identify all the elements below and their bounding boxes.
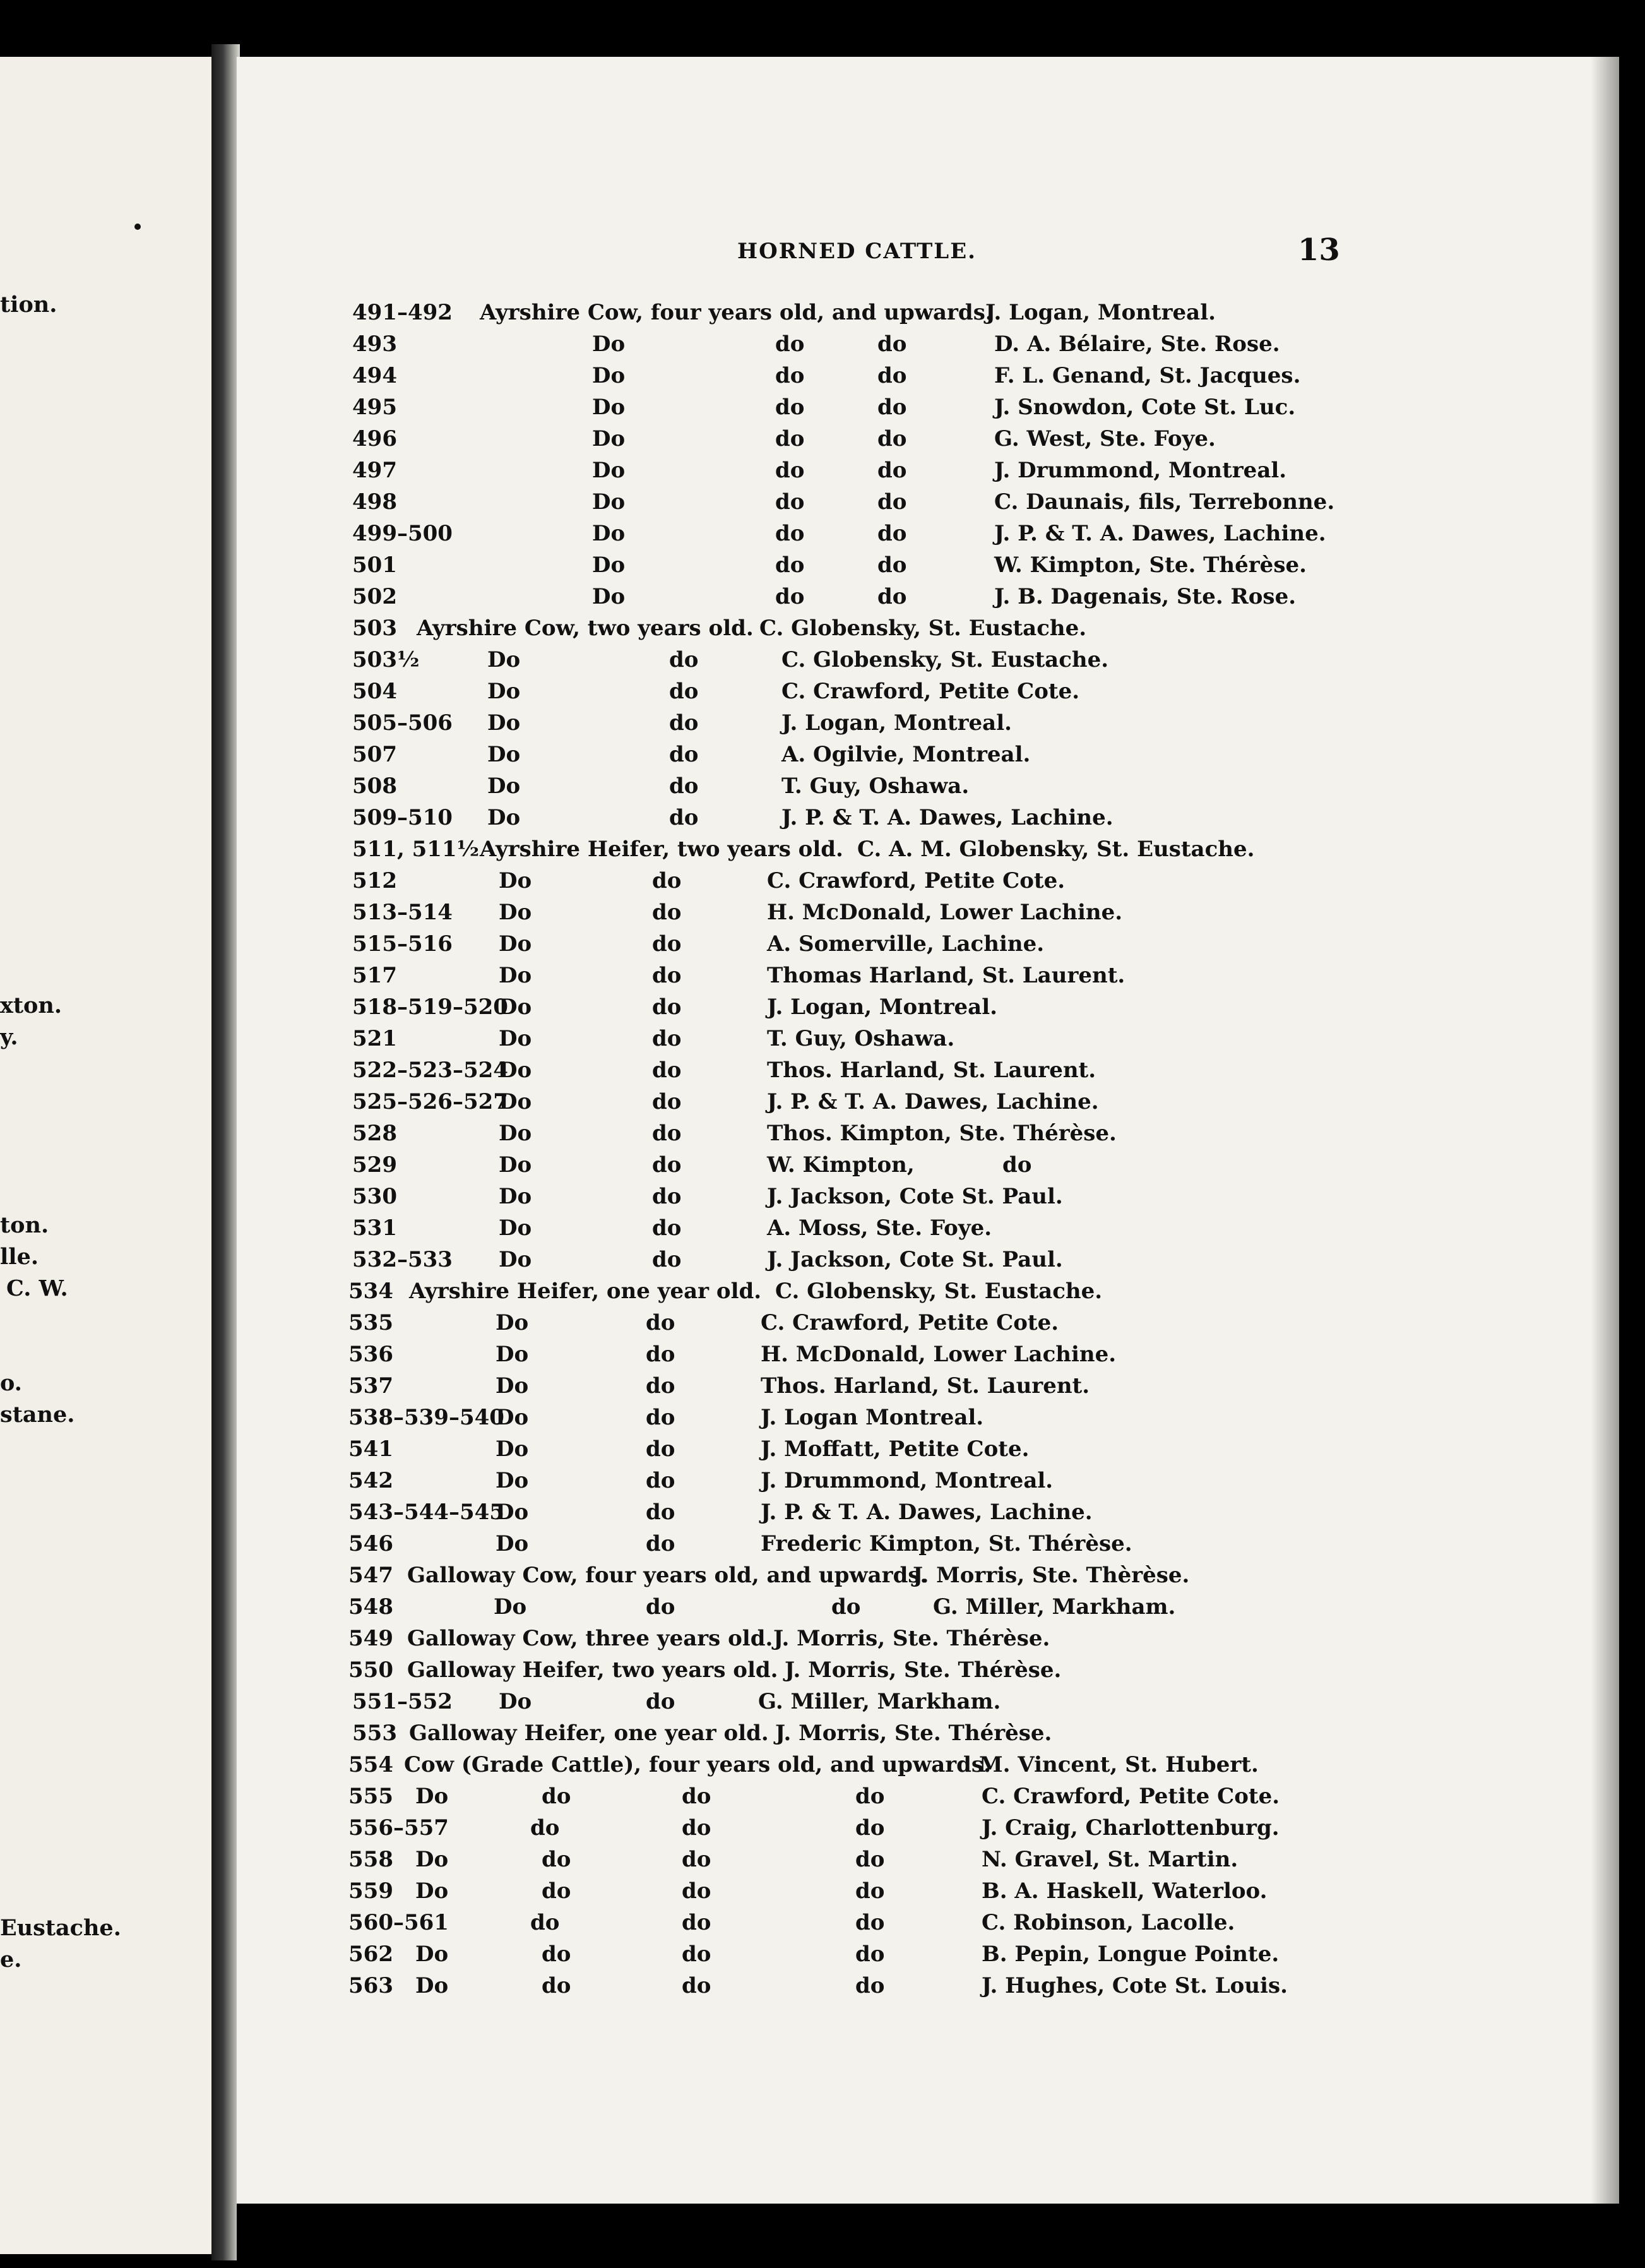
ditto-mark: Do [499,1689,532,1714]
ditto-mark: Do [499,900,532,925]
ditto-mark: Do [499,963,532,988]
ditto-mark: do [877,426,907,451]
list-item [0,1531,1645,1559]
left-fragment: C. W. [6,1275,68,1301]
ink-speck [134,224,141,230]
list-item [0,1500,1645,1527]
list-item [0,837,1645,864]
list-item [0,994,1645,1022]
ditto-mark: Do [415,1878,449,1904]
ditto-mark: do [542,1942,571,1967]
entry-number: 534 [348,1279,393,1304]
ditto-mark: do [652,868,682,893]
entry-description: Cow (Grade Cattle), four years old, and upwards. [404,1752,991,1777]
entry-number: 530 [352,1184,397,1209]
ditto-mark: do [775,331,805,357]
list-item [0,1405,1645,1433]
list-item [0,1247,1645,1275]
entry-number: 535 [348,1310,393,1335]
ditto-mark: do [646,1594,675,1620]
ditto-mark: Do [592,331,626,357]
entry-number: 521 [352,1026,397,1051]
entry-number: 518–519–520 [352,994,508,1020]
ditto-mark: do [652,1121,682,1146]
entry-number: 498 [352,489,397,515]
ditto-mark: Do [499,1121,532,1146]
entry-number: 556–557 [348,1815,449,1841]
list-item [0,1121,1645,1149]
ditto-mark: do [652,1089,682,1114]
list-item [0,647,1645,675]
ditto-mark: Do [487,742,521,767]
list-item [0,1184,1645,1212]
ditto-mark: do [652,1152,682,1178]
ditto-mark: do [877,331,907,357]
list-item [0,552,1645,580]
list-item [0,616,1645,643]
ditto-mark: Do [499,1184,532,1209]
list-item [0,521,1645,549]
ditto-mark: do [775,521,805,546]
entry-number: 551–552 [352,1689,453,1714]
list-item [0,1215,1645,1243]
ditto-mark: do [646,1500,675,1525]
ditto-mark: Do [592,363,626,388]
ditto-mark: Do [496,1468,529,1493]
exhibitor-name: F. L. Genand, St. Jacques. [994,363,1301,388]
ditto-mark: Do [592,584,626,609]
entry-description: Ayrshire Cow, two years old. [417,616,754,641]
entry-number: 558 [348,1847,393,1872]
page-number: 13 [1298,232,1340,268]
ditto-mark: Do [496,1436,529,1462]
list-item [0,1973,1645,2001]
entry-number: 538–539–540 [348,1405,504,1430]
ditto-mark: do [646,1436,675,1462]
ditto-mark: do [646,1468,675,1493]
list-item [0,773,1645,801]
ditto-mark: do [652,1215,682,1241]
ditto-mark: do [652,900,682,925]
list-item [0,742,1645,770]
entry-number: 509–510 [352,805,453,830]
entry-number: 504 [352,679,397,704]
entry-number: 549 [348,1626,393,1651]
exhibitor-name: J. Logan Montreal. [761,1405,984,1430]
exhibitor-name: G. West, Ste. Foye. [994,426,1216,451]
entry-number: 517 [352,963,397,988]
ditto-mark: Do [415,1973,449,1998]
entry-number: 491–492 [352,300,453,325]
ditto-mark: do [646,1531,675,1556]
ditto-mark: do [831,1594,861,1620]
ditto-mark: Do [592,395,626,420]
left-fragment: o. [0,1370,22,1396]
left-fragment: Eustache. [0,1915,121,1941]
entry-number: 503 [352,616,397,641]
entry-number: 562 [348,1942,393,1967]
ditto-mark: Do [499,994,532,1020]
list-item [0,1815,1645,1843]
ditto-mark: Do [499,1152,532,1178]
entry-number: 493 [352,331,397,357]
exhibitor-name: W. Kimpton, Ste. Thérèse. [994,552,1307,578]
list-item [0,489,1645,517]
ditto-mark: Do [496,1405,529,1430]
exhibitor-name: C. Globensky, St. Eustache. [775,1279,1103,1304]
ditto-mark: do [877,363,907,388]
exhibitor-name: D. A. Bélaire, Ste. Rose. [994,331,1280,357]
entry-number: 512 [352,868,397,893]
entry-number: 503½ [352,647,420,672]
ditto-mark: Do [592,426,626,451]
ditto-mark: do [652,1058,682,1083]
entry-description: Ayrshire Cow, four years old, and upwards. [480,300,993,325]
list-item [0,458,1645,486]
entry-description: Galloway Cow, four years old, and upwards. [407,1563,928,1588]
left-fragment: e. [0,1947,22,1973]
exhibitor-name: C. Crawford, Petite Cote. [781,679,1080,704]
ditto-mark: Do [592,489,626,515]
ditto-mark: Do [499,931,532,957]
exhibitor-name: J. Drummond, Montreal. [994,458,1287,483]
exhibitor-name: N. Gravel, St. Martin. [982,1847,1238,1872]
exhibitor-name: G. Miller, Markham. [933,1594,1176,1620]
entry-number: 543–544–545 [348,1500,504,1525]
entry-number: 528 [352,1121,397,1146]
exhibitor-name: J. Logan, Montreal. [767,994,997,1020]
ditto-mark: Do [415,1942,449,1967]
ditto-mark: do [652,963,682,988]
exhibitor-name: W. Kimpton, [767,1152,915,1178]
ditto-mark: do [1002,1152,1032,1178]
list-item [0,1026,1645,1054]
ditto-mark: Do [496,1342,529,1367]
entry-number: 507 [352,742,397,767]
ditto-mark: do [682,1973,711,1998]
ditto-mark: Do [487,805,521,830]
exhibitor-name: J. Craig, Charlottenburg. [982,1815,1280,1841]
entry-number: 548 [348,1594,393,1620]
list-item [0,1310,1645,1338]
list-item [0,1626,1645,1654]
ditto-mark: do [652,931,682,957]
entry-number: 496 [352,426,397,451]
ditto-mark: Do [499,868,532,893]
entry-number: 537 [348,1373,393,1399]
ditto-mark: Do [487,679,521,704]
ditto-mark: Do [494,1594,527,1620]
entry-description: Galloway Heifer, one year old. [409,1721,769,1746]
ditto-mark: do [775,584,805,609]
exhibitor-name: J. Snowdon, Cote St. Luc. [994,395,1296,420]
list-item [0,1089,1645,1117]
ditto-mark: do [682,1847,711,1872]
ditto-mark: do [542,1973,571,1998]
exhibitor-name: Thos. Kimpton, Ste. Thérèse. [767,1121,1117,1146]
entry-number: 553 [352,1721,397,1746]
exhibitor-name: C. Globensky, St. Eustache. [759,616,1087,641]
ditto-mark: do [855,1942,885,1967]
exhibitor-name: J. Morris, Ste. Thérèse. [785,1657,1062,1683]
list-item [0,1752,1645,1780]
ditto-mark: do [855,1910,885,1935]
list-item [0,1468,1645,1496]
entry-number: 505–506 [352,710,453,736]
list-item [0,868,1645,896]
ditto-mark: do [669,647,699,672]
ditto-mark: Do [592,552,626,578]
entry-number: 559 [348,1878,393,1904]
ditto-mark: do [855,1815,885,1841]
entry-number: 495 [352,395,397,420]
ditto-mark: do [669,773,699,799]
ditto-mark: do [775,426,805,451]
exhibitor-name: J. B. Dagenais, Ste. Rose. [994,584,1297,609]
ditto-mark: do [530,1910,560,1935]
list-item [0,963,1645,991]
ditto-mark: Do [415,1784,449,1809]
ditto-mark: do [646,1373,675,1399]
exhibitor-name: C. Globensky, St. Eustache. [781,647,1109,672]
ditto-mark: Do [415,1847,449,1872]
ditto-mark: do [646,1342,675,1367]
list-item [0,931,1645,959]
list-item [0,331,1645,359]
entry-description: Galloway Heifer, two years old. [407,1657,778,1683]
exhibitor-name: A. Ogilvie, Montreal. [781,742,1031,767]
list-item [0,584,1645,612]
exhibitor-name: J. P. & T. A. Dawes, Lachine. [781,805,1113,830]
exhibitor-name: C. Crawford, Petite Cote. [767,868,1066,893]
ditto-mark: Do [499,1247,532,1272]
ditto-mark: do [542,1784,571,1809]
exhibitor-name: A. Moss, Ste. Foye. [767,1215,992,1241]
list-item [0,1784,1645,1811]
entry-number: 502 [352,584,397,609]
ditto-mark: do [669,710,699,736]
ditto-mark: Do [499,1026,532,1051]
list-item [0,1878,1645,1906]
ditto-mark: do [775,489,805,515]
ditto-mark: do [877,584,907,609]
ditto-mark: do [652,1026,682,1051]
ditto-mark: Do [487,710,521,736]
ditto-mark: do [646,1689,675,1714]
exhibitor-name: M. Vincent, St. Hubert. [979,1752,1259,1777]
ditto-mark: do [669,742,699,767]
list-item [0,1847,1645,1875]
entry-description: Ayrshire Heifer, one year old. [409,1279,762,1304]
ditto-mark: Do [487,773,521,799]
entry-number: 508 [352,773,397,799]
entry-number: 560–561 [348,1910,449,1935]
ditto-mark: Do [496,1531,529,1556]
entry-number: 563 [348,1973,393,1998]
list-item [0,363,1645,391]
left-fragment: y. [0,1024,18,1050]
list-item [0,1152,1645,1180]
ditto-mark: Do [499,1058,532,1083]
entry-number: 494 [352,363,397,388]
list-item [0,395,1645,422]
list-item [0,1657,1645,1685]
entry-number: 555 [348,1784,393,1809]
list-item [0,1721,1645,1748]
list-item [0,1342,1645,1370]
list-item [0,300,1645,328]
ditto-mark: do [855,1973,885,1998]
list-item [0,1594,1645,1622]
left-fragment: tion. [0,292,57,318]
entry-number: 547 [348,1563,393,1588]
entry-number: 515–516 [352,931,453,957]
running-head: HORNED CATTLE. [737,239,977,264]
entry-number: 554 [348,1752,393,1777]
ditto-mark: Do [499,1215,532,1241]
entry-number: 511, 511½ [352,837,480,862]
entry-number: 532–533 [352,1247,453,1272]
ditto-mark: do [877,458,907,483]
exhibitor-name: B. Pepin, Longue Pointe. [982,1942,1280,1967]
exhibitor-name: Thomas Harland, St. Laurent. [767,963,1125,988]
ditto-mark: do [775,363,805,388]
list-item [0,805,1645,833]
ditto-mark: do [542,1878,571,1904]
list-item [0,900,1645,928]
exhibitor-name: C. Robinson, Lacolle. [982,1910,1235,1935]
list-item [0,1563,1645,1591]
list-item [0,1279,1645,1306]
exhibitor-name: H. McDonald, Lower Lachine. [761,1342,1117,1367]
ditto-mark: Do [496,1310,529,1335]
left-fragment: xton. [0,993,62,1018]
exhibitor-name: H. McDonald, Lower Lachine. [767,900,1123,925]
list-item [0,1373,1645,1401]
entry-number: 499–500 [352,521,453,546]
list-item [0,1436,1645,1464]
exhibitor-name: J. Logan, Montreal. [781,710,1012,736]
left-fragment: ton. [0,1212,49,1238]
list-item [0,1942,1645,1969]
exhibitor-name: J. Logan, Montreal. [985,300,1216,325]
ditto-mark: do [877,395,907,420]
ditto-mark: Do [487,647,521,672]
exhibitor-name: C. Daunais, fils, Terrebonne. [994,489,1335,515]
exhibitor-name: T. Guy, Oshawa. [781,773,970,799]
left-fragment: stane. [0,1402,75,1428]
entry-number: 542 [348,1468,393,1493]
list-item [0,679,1645,707]
ditto-mark: do [877,489,907,515]
exhibitor-name: B. A. Haskell, Waterloo. [982,1878,1268,1904]
ditto-mark: do [775,552,805,578]
exhibitor-name: C. Crawford, Petite Cote. [982,1784,1280,1809]
exhibitor-name: C. A. M. Globensky, St. Eustache. [857,837,1255,862]
exhibitor-name: J. Drummond, Montreal. [761,1468,1054,1493]
exhibitor-name: J. Moffatt, Petite Cote. [761,1436,1030,1462]
list-item [0,1689,1645,1717]
ditto-mark: do [652,1247,682,1272]
ditto-mark: do [775,395,805,420]
ditto-mark: do [669,679,699,704]
list-item [0,426,1645,454]
ditto-mark: do [877,552,907,578]
ditto-mark: do [877,521,907,546]
exhibitor-name: J. Morris, Ste. Thérèse. [775,1721,1052,1746]
list-item [0,1058,1645,1085]
exhibitor-name: G. Miller, Markham. [758,1689,1001,1714]
exhibitor-name: J. Jackson, Cote St. Paul. [767,1247,1063,1272]
scan-bottom-border [237,2204,1619,2267]
ditto-mark: do [775,458,805,483]
ditto-mark: do [682,1910,711,1935]
left-fragment: lle. [0,1244,39,1270]
entry-number: 550 [348,1657,393,1683]
ditto-mark: do [855,1878,885,1904]
entry-number: 513–514 [352,900,453,925]
list-item [0,1910,1645,1938]
exhibitor-name: A. Somerville, Lachine. [767,931,1045,957]
exhibitor-name: J. Jackson, Cote St. Paul. [767,1184,1063,1209]
exhibitor-name: J. Morris, Ste. Thérèse. [773,1626,1050,1651]
exhibitor-name: Frederic Kimpton, St. Thérèse. [761,1531,1132,1556]
exhibitor-name: C. Crawford, Petite Cote. [761,1310,1059,1335]
entry-description: Galloway Cow, three years old. [407,1626,773,1651]
exhibitor-name: J. P. & T. A. Dawes, Lachine. [994,521,1326,546]
entry-description: Ayrshire Heifer, two years old. [480,837,843,862]
exhibitor-name: Thos. Harland, St. Laurent. [761,1373,1090,1399]
entry-number: 541 [348,1436,393,1462]
list-item [0,710,1645,738]
entry-number: 497 [352,458,397,483]
ditto-mark: do [855,1847,885,1872]
ditto-mark: do [530,1815,560,1841]
exhibitor-name: J. P. & T. A. Dawes, Lachine. [767,1089,1099,1114]
ditto-mark: Do [496,1500,529,1525]
entry-number: 525–526–527 [352,1089,508,1114]
ditto-mark: do [682,1942,711,1967]
exhibitor-name: J. Hughes, Cote St. Louis. [982,1973,1288,1998]
ditto-mark: Do [499,1089,532,1114]
entry-number: 531 [352,1215,397,1241]
ditto-mark: do [646,1405,675,1430]
ditto-mark: do [652,994,682,1020]
ditto-mark: do [652,1184,682,1209]
ditto-mark: do [669,805,699,830]
exhibitor-name: J. P. & T. A. Dawes, Lachine. [761,1500,1093,1525]
entry-number: 501 [352,552,397,578]
ditto-mark: do [682,1784,711,1809]
ditto-mark: Do [592,458,626,483]
ditto-mark: do [646,1310,675,1335]
ditto-mark: do [542,1847,571,1872]
exhibitor-name: Thos. Harland, St. Laurent. [767,1058,1096,1083]
ditto-mark: do [855,1784,885,1809]
exhibitor-name: J. Morris, Ste. Thèrèse. [913,1563,1190,1588]
entry-number: 522–523–524 [352,1058,508,1083]
entry-number: 529 [352,1152,397,1178]
exhibitor-name: T. Guy, Oshawa. [767,1026,955,1051]
entry-number: 546 [348,1531,393,1556]
ditto-mark: Do [592,521,626,546]
ditto-mark: do [682,1815,711,1841]
ditto-mark: do [682,1878,711,1904]
ditto-mark: Do [496,1373,529,1399]
entry-number: 536 [348,1342,393,1367]
